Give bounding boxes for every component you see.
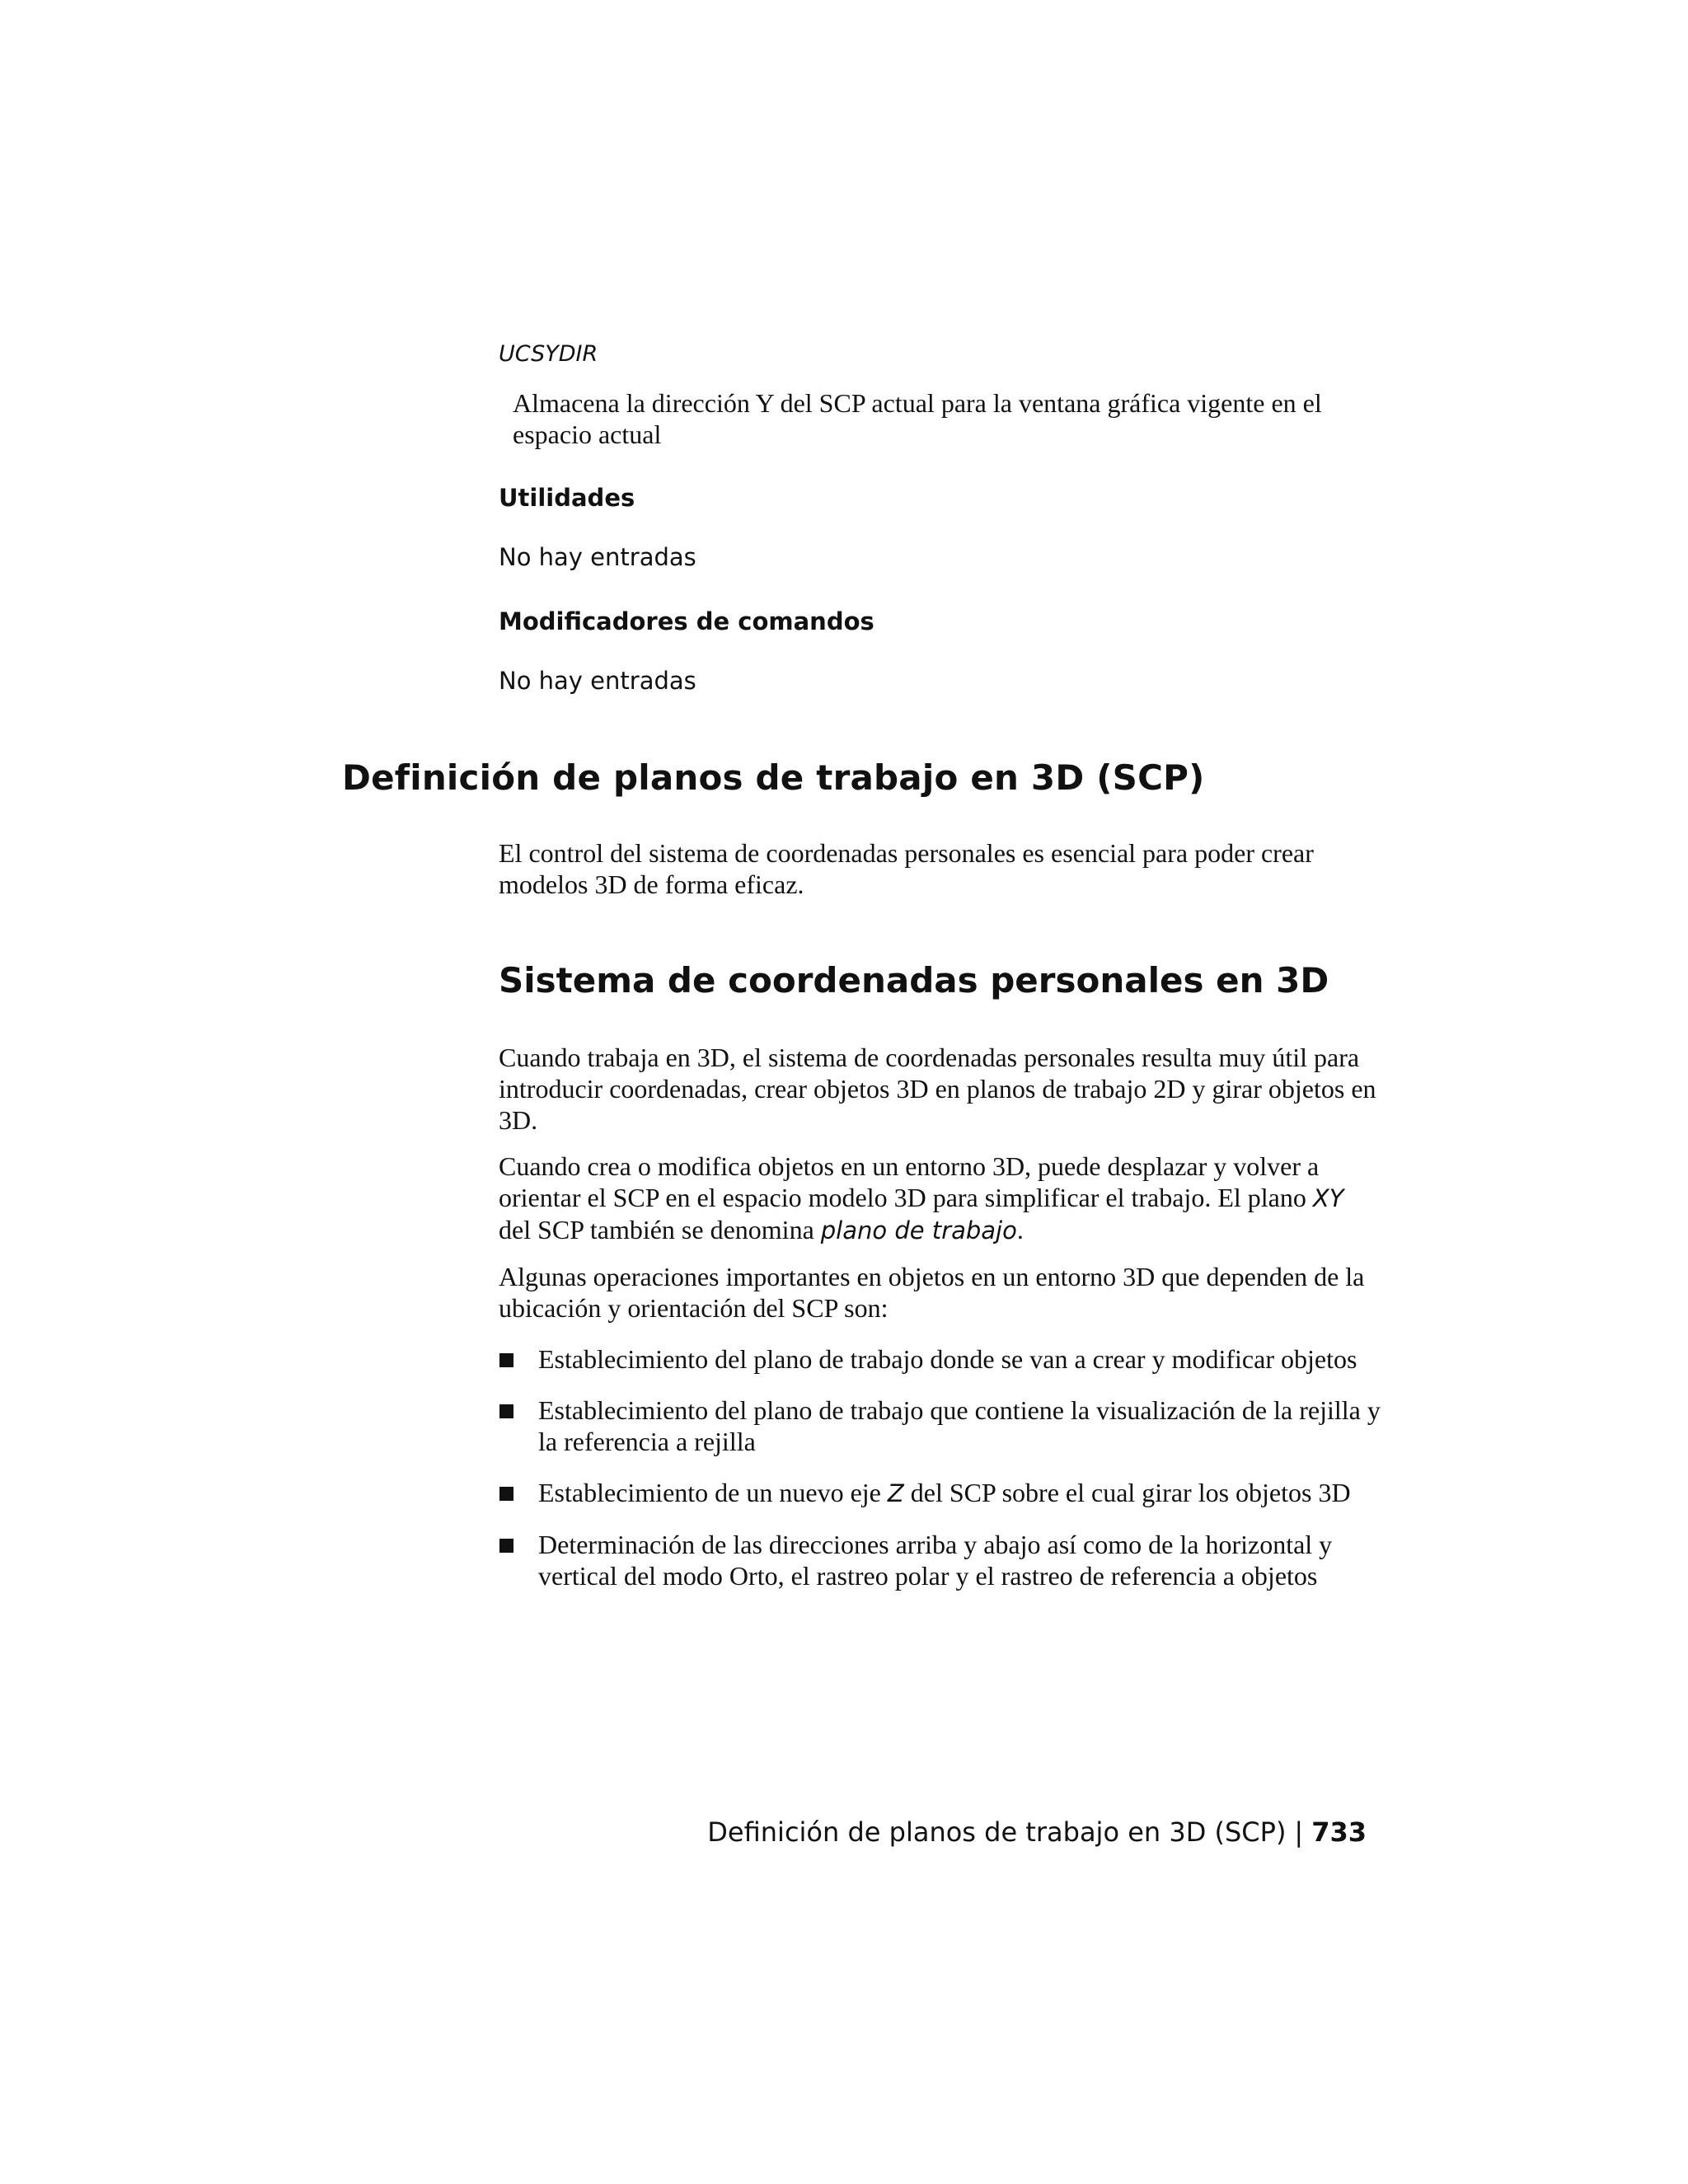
bullet-text-2: Establecimiento del plano de trabajo que contiene la visualización de la rejilla y la referencia a rejilla (538, 1395, 1381, 1456)
bullet-text-1: Establecimiento del plano de trabajo donde se van a crear y modificar objetos (538, 1344, 1357, 1374)
para2-italic-xy: XY (1312, 1184, 1344, 1212)
section-intro: El control del sistema de coordenadas personales es esencial para poder crear modelos 3D de forma eficaz. (499, 838, 1314, 899)
footer-separator: | (1294, 1816, 1304, 1848)
list-item (499, 1477, 1381, 1509)
subsection-paragraph-3: Algunas operaciones importantes en objetos en un entorno 3D que dependen de la ubicación y orientación del SCP son: (499, 1262, 1365, 1323)
bullet-text-4: Determinación de las direcciones arriba y abajo así como de la horizontal y vertical del modo Orto, el rastreo polar y el rastreo de referencia a objetos (538, 1530, 1333, 1591)
bullet-text-3 (538, 1478, 1351, 1507)
modificadores-text: No hay entradas (499, 667, 696, 695)
square-bullet-icon (499, 1353, 513, 1367)
subsection-title: Sistema de coordenadas personales en 3D (499, 960, 1329, 1001)
bullet3-text-2: del SCP sobre el cual girar los objetos 3D (903, 1478, 1351, 1507)
para2-text-3: . (1016, 1215, 1024, 1244)
section-title: Definición de planos de trabajo en 3D (SCP) (342, 757, 1205, 798)
square-bullet-icon (499, 1487, 513, 1501)
variable-name: UCSYDIR (499, 341, 598, 367)
subsection-paragraph-2 (499, 1151, 1381, 1246)
bullet-list (499, 1343, 1381, 1611)
bullet3-italic-z: Z (887, 1479, 904, 1507)
square-bullet-icon (499, 1404, 513, 1418)
utilidades-heading: Utilidades (499, 484, 635, 512)
list-item (499, 1394, 1381, 1457)
variable-description: Almacena la dirección Y del SCP actual para la ventana gráfica vigente en el espacio actual (513, 388, 1322, 449)
modificadores-heading: Modificadores de comandos (499, 607, 874, 635)
subsection-paragraph-1: Cuando trabaja en 3D, el sistema de coordenadas personales resulta muy útil para introducir coordenadas, crear objetos 3D en planos de trabajo 2D y girar objetos en 3D. (499, 1043, 1376, 1135)
para2-text-1: Cuando crea o modifica objetos en un entorno 3D, puede desplazar y volver a orientar el SCP en el espacio modelo 3D para simplificar el trabajo. El plano (499, 1151, 1320, 1212)
para2-italic-plano: plano de trabajo (820, 1216, 1017, 1244)
para2-text-2: del SCP también se denomina (499, 1215, 821, 1244)
page-footer (707, 1816, 1367, 1849)
bullet3-text-1: Establecimiento de un nuevo eje (538, 1478, 888, 1507)
footer-title: Definición de planos de trabajo en 3D (SCP) (707, 1816, 1287, 1848)
page-number: 733 (1311, 1816, 1367, 1848)
list-item (499, 1343, 1381, 1375)
square-bullet-icon (499, 1539, 513, 1553)
list-item (499, 1529, 1381, 1591)
utilidades-text: No hay entradas (499, 543, 696, 571)
